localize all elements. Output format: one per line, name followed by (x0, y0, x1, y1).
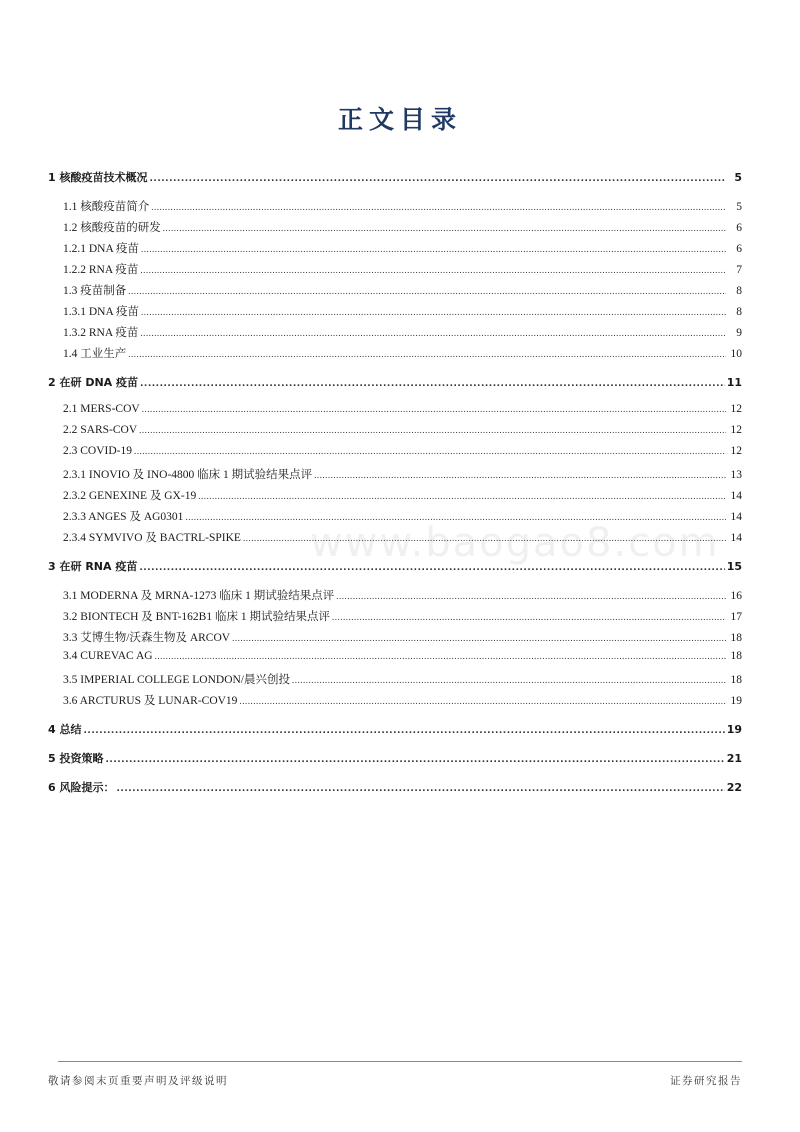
toc-section-entry[interactable] (48, 487, 742, 508)
toc-entry-page-number: 8 (736, 285, 742, 297)
toc-leader-dots (139, 425, 726, 435)
toc-entry-label: 3.5 IMPERIAL COLLEGE LONDON/晨兴创投 (63, 674, 291, 686)
toc-entry-label: 3.1 MODERNA 及 MRNA-1273 临床 1 期试验结果点评 (63, 590, 335, 602)
toc-chapter-entry[interactable] (48, 779, 742, 800)
toc-leader-dots (140, 265, 726, 275)
toc-entry-page-number: 18 (730, 650, 742, 662)
toc-entry-label: 2.3.4 SYMVIVO 及 BACTRL-SPIKE (63, 532, 241, 544)
toc-section-entry[interactable] (48, 650, 742, 671)
toc-leader-dots (139, 563, 724, 573)
toc-leader-dots (116, 784, 724, 794)
toc-entry-label: 1.1 核酸疫苗简介 (63, 201, 150, 213)
table-of-contents (48, 169, 742, 808)
toc-leader-dots (83, 726, 724, 736)
toc-leader-dots (243, 533, 726, 543)
toc-leader-dots (128, 349, 726, 359)
toc-chapter-entry[interactable] (48, 721, 742, 742)
toc-leader-dots (163, 223, 726, 233)
toc-entry-page-number: 14 (730, 511, 742, 523)
toc-leader-dots (105, 755, 724, 765)
toc-leader-dots (155, 651, 726, 661)
toc-entry-label: 1.3.1 DNA 疫苗 (63, 306, 140, 318)
toc-entry-label: 2.2 SARS-COV (63, 424, 138, 436)
toc-section-entry[interactable] (48, 629, 742, 650)
toc-leader-dots (239, 696, 726, 706)
toc-chapter-entry[interactable] (48, 374, 742, 395)
toc-leader-dots (149, 174, 726, 184)
toc-leader-dots (314, 470, 726, 480)
toc-section-entry[interactable] (48, 445, 742, 466)
toc-section-entry[interactable] (48, 587, 742, 608)
toc-section-entry[interactable] (48, 692, 742, 713)
toc-entry-page-number: 7 (736, 264, 742, 276)
toc-section-entry[interactable] (48, 282, 742, 303)
toc-entry-label: 2.3.3 ANGES 及 AG0301 (63, 511, 184, 523)
toc-leader-dots (141, 307, 726, 317)
toc-entry-page-number: 16 (730, 590, 742, 602)
toc-entry-page-number: 6 (736, 243, 742, 255)
toc-entry-page-number: 9 (736, 327, 742, 339)
toc-leader-dots (151, 202, 726, 212)
toc-entry-label: 3.4 CUREVAC AG (63, 650, 153, 662)
toc-entry-label: 2.3.1 INOVIO 及 INO-4800 临床 1 期试验结果点评 (63, 469, 313, 481)
toc-entry-label: 2.3 COVID-19 (63, 445, 132, 457)
toc-entry-label: 1.2.1 DNA 疫苗 (63, 243, 140, 255)
toc-entry-label: 1 核酸疫苗技术概况 (48, 171, 148, 184)
toc-entry-page-number: 21 (726, 752, 742, 765)
footer-divider (58, 1061, 742, 1062)
toc-chapter-entry[interactable] (48, 750, 742, 771)
toc-leader-dots (140, 328, 726, 338)
toc-leader-dots (128, 286, 726, 296)
toc-entry-page-number: 13 (730, 469, 742, 481)
toc-section-entry[interactable] (48, 345, 742, 366)
toc-entry-label: 1.2.2 RNA 疫苗 (63, 264, 139, 276)
toc-entry-page-number: 12 (730, 445, 742, 457)
toc-leader-dots (232, 633, 726, 643)
toc-entry-label: 2 在研 DNA 疫苗 (48, 376, 138, 389)
toc-entry-label: 4 总结 (48, 723, 82, 736)
toc-entry-page-number: 10 (730, 348, 742, 360)
toc-entry-page-number: 19 (730, 695, 742, 707)
footer-report-type: 证券研究报告 (670, 1075, 742, 1087)
toc-entry-page-number: 18 (730, 632, 742, 644)
toc-section-entry[interactable] (48, 608, 742, 629)
toc-entry-label: 3.2 BIONTECH 及 BNT-162B1 临床 1 期试验结果点评 (63, 611, 330, 623)
toc-entry-label: 1.3.2 RNA 疫苗 (63, 327, 139, 339)
toc-entry-page-number: 6 (736, 222, 742, 234)
toc-entry-page-number: 5 (734, 171, 742, 184)
toc-entry-label: 1.2 核酸疫苗的研发 (63, 222, 161, 234)
toc-section-entry[interactable] (48, 424, 742, 445)
toc-entry-page-number: 11 (726, 376, 742, 389)
toc-entry-label: 2.1 MERS-COV (63, 403, 140, 415)
toc-leader-dots (198, 491, 726, 501)
toc-entry-label: 2.3.2 GENEXINE 及 GX-19 (63, 490, 197, 502)
toc-section-entry[interactable] (48, 324, 742, 345)
toc-entry-page-number: 12 (730, 424, 742, 436)
toc-entry-page-number: 19 (726, 723, 742, 736)
toc-entry-label: 3.6 ARCTURUS 及 LUNAR-COV19 (63, 695, 238, 707)
toc-entry-page-number: 8 (736, 306, 742, 318)
toc-leader-dots (142, 404, 726, 414)
toc-section-entry[interactable] (48, 261, 742, 282)
toc-entry-page-number: 15 (726, 560, 742, 573)
toc-leader-dots (336, 591, 726, 601)
toc-entry-label: 3 在研 RNA 疫苗 (48, 560, 138, 573)
toc-entry-label: 5 投资策略 (48, 752, 104, 765)
toc-section-entry[interactable] (48, 219, 742, 240)
toc-entry-label: 6 风险提示： (48, 781, 115, 794)
toc-leader-dots (134, 446, 726, 456)
toc-chapter-entry[interactable] (48, 169, 742, 190)
toc-entry-label: 1.4 工业生产 (63, 348, 127, 360)
toc-entry-page-number: 14 (730, 490, 742, 502)
toc-leader-dots (185, 512, 726, 522)
toc-entry-label: 3.3 艾博生物/沃森生物及 ARCOV (63, 632, 231, 644)
toc-chapter-entry[interactable] (48, 558, 742, 579)
toc-leader-dots (292, 675, 726, 685)
toc-section-entry[interactable] (48, 529, 742, 550)
toc-entry-page-number: 17 (730, 611, 742, 623)
toc-section-entry[interactable] (48, 508, 742, 529)
toc-section-entry[interactable] (48, 671, 742, 692)
footer-disclaimer: 敬请参阅末页重要声明及评级说明 (48, 1075, 228, 1087)
toc-section-entry[interactable] (48, 466, 742, 487)
page-title: 正文目录 (337, 105, 462, 134)
toc-section-entry[interactable] (48, 403, 742, 424)
toc-entry-page-number: 5 (736, 201, 742, 213)
toc-leader-dots (140, 379, 725, 389)
toc-entry-label: 1.3 疫苗制备 (63, 285, 127, 297)
toc-leader-dots (141, 244, 726, 254)
toc-entry-page-number: 14 (730, 532, 742, 544)
toc-section-entry[interactable] (48, 240, 742, 261)
toc-section-entry[interactable] (48, 303, 742, 324)
toc-entry-page-number: 18 (730, 674, 742, 686)
toc-entry-page-number: 22 (726, 781, 742, 794)
watermark: www.baogao8.com (310, 520, 720, 566)
toc-section-entry[interactable] (48, 198, 742, 219)
toc-entry-page-number: 12 (730, 403, 742, 415)
toc-leader-dots (332, 612, 726, 622)
